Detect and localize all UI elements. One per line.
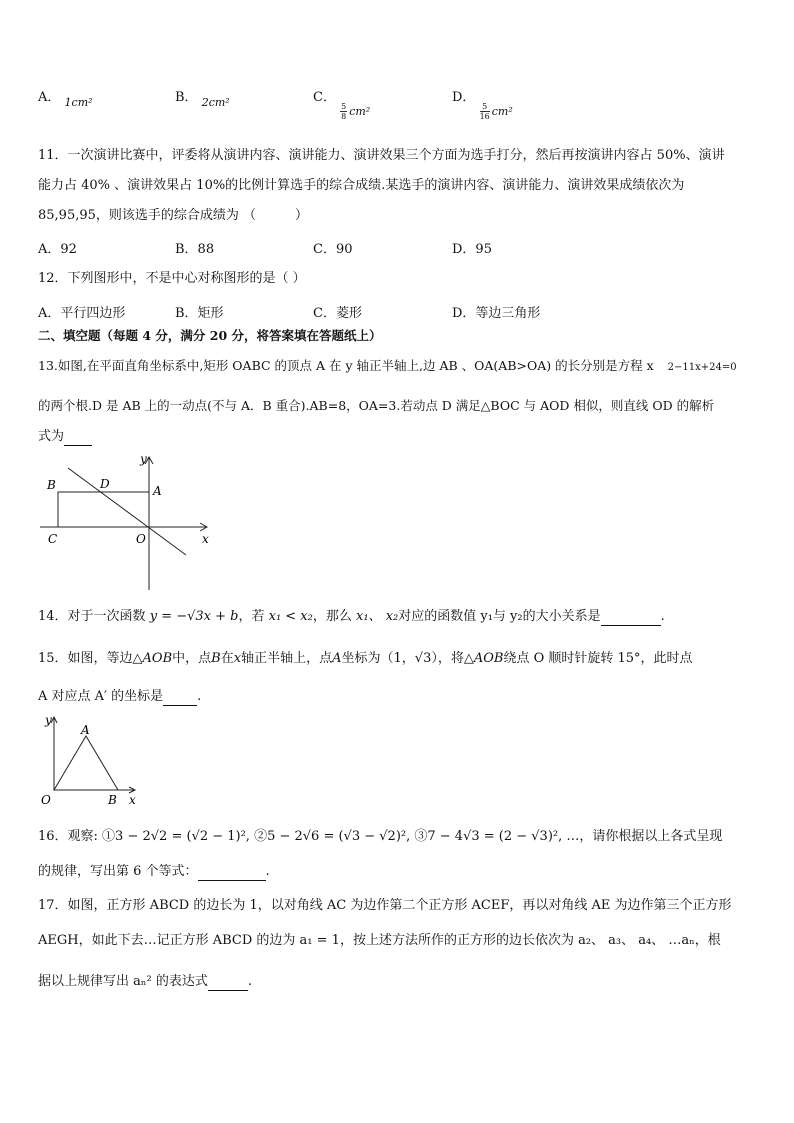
q10-option-a (38, 86, 93, 109)
q12-option-c: C．菱形 (313, 306, 362, 321)
answer-blank (163, 693, 197, 706)
answer-blank (64, 433, 92, 446)
label-a: A (153, 484, 162, 498)
label-o: O (41, 793, 51, 807)
q14-text: ，若 (238, 609, 265, 624)
q17-line-1: 17．如图，正方形 ABCD 的边长为 1，以对角线 AC 为边作第二个正方形 ACEF，再以对角线 AE 为边作第三个正方形 (38, 898, 732, 913)
q15-sqrt: √3 (414, 651, 432, 666)
q13-equation-tail: 2−11x+24=0 (667, 362, 737, 373)
q12-option-b: B．矩形 (175, 306, 224, 321)
q16-line-2: 的规律，写出第 6 个等式： . (38, 864, 270, 879)
q13-figure (40, 450, 220, 595)
option-unit: cm² (491, 105, 513, 118)
label-b: B (47, 478, 56, 492)
q15-text: 15．如图，等边△ (38, 651, 143, 666)
q11-option-c: C．90 (313, 242, 353, 257)
q11-line-2: 能力占 40% 、演讲效果占 10%的比例计算选手的综合成绩.某选手的演讲内容、演讲能力、演讲效果成绩依次为 (38, 178, 685, 193)
fraction-numerator: 5 (341, 102, 347, 111)
answer-blank (601, 613, 661, 626)
q15-line-2: A 对应点 A′ 的坐标是 . (38, 689, 202, 704)
q12-stem: 12．下列图形中，不是中心对称图形的是（ ） (38, 271, 306, 286)
q14-text: 14．对于一次函数 (38, 609, 146, 624)
q11-option-b: B．88 (175, 242, 215, 257)
q14-text: 对应的函数值 y₁与 y₂的大小关系是 (398, 609, 601, 624)
fraction-denominator: 8 (341, 112, 347, 121)
q13-text: 13.如图,在平面直角坐标系中,矩形 OABC 的顶点 A 在 y 轴正半轴上,边 AB 、OA(AB>OA) 的长分别是方程 x (38, 358, 654, 373)
option-label: C． (313, 90, 336, 105)
q15-text: 在 (220, 651, 234, 666)
label-x: x (202, 532, 209, 546)
q15-text: 坐标为（1， (341, 651, 415, 666)
q13-line-3 (38, 428, 92, 446)
label-b: B (108, 793, 117, 807)
q15-text: ），将△ (431, 651, 474, 666)
answer-blank (198, 868, 266, 881)
label-o: O (136, 532, 146, 546)
q14-vars: x₁、 x₂ (356, 609, 399, 624)
option-unit: cm² (349, 105, 371, 118)
q15-var: A (332, 651, 342, 666)
q11-option-d: D．95 (452, 242, 492, 257)
q15-text: 中，点 (172, 651, 212, 666)
q15-var: B (211, 651, 221, 666)
q13-line-2: 的两个根.D 是 AB 上的一动点(不与 A．B 重合).AB=8，OA=3.若动点 D 满足△BOC 与 AOD 相似，则直线 OD 的解析 (38, 398, 715, 413)
q12-option-a: A．平行四边形 (38, 306, 126, 321)
q17-line-2: AEGH，如此下去…记正方形 ABCD 的边为 a₁ = 1，按上述方法所作的正方形的边长依次为 a₂、 a₃、 a₄、 …aₙ，根 (38, 933, 721, 948)
q12-option-d: D．等边三角形 (452, 306, 541, 321)
label-y: y (45, 713, 52, 727)
q11-option-a: A．92 (38, 242, 77, 257)
q15-var: AOB (142, 651, 173, 666)
fraction (480, 102, 490, 121)
q10-option-d (452, 86, 513, 121)
q15-figure (36, 712, 146, 807)
q10-option-c (313, 86, 371, 121)
label-y: y (140, 452, 147, 466)
q14-condition: x₁ < x₂ (268, 609, 313, 624)
q15-var: AOB (473, 651, 504, 666)
q14-function: y = −√3x + b (149, 609, 239, 624)
label-d: D (100, 477, 110, 491)
label-c: C (48, 532, 58, 546)
q15-line-1 (38, 650, 693, 668)
q13-line-1 (38, 357, 737, 377)
q16-text: 的规律，写出第 6 个等式： (38, 864, 198, 879)
option-label: A． (38, 90, 61, 105)
q14-line: 14．对于一次函数 y = −√3x + b，若 x₁ < x₂，那么 x₁、 x₂对应的函数值 y₁与 y₂的大小关系是 . (38, 609, 665, 624)
q15-text: A 对应点 A′ 的坐标是 (38, 689, 164, 704)
option-value: 1cm² (64, 96, 93, 109)
label-a: A (81, 723, 90, 737)
q11-line-1: 11．一次演讲比赛中，评委将从演讲内容、演讲能力、演讲效果三个方面为选手打分，然后再按演讲内容占 50%、演讲 (38, 148, 725, 163)
q15-text: 绕点 O 顺时针旋转 15°，此时点 (503, 651, 693, 666)
q17-text: 据以上规律写出 aₙ² 的表达式 (38, 974, 208, 989)
fraction-denominator: 16 (479, 112, 490, 121)
q16-line-1: 16．观察: ①3 − 2√2 = (√2 − 1)², ②5 − 2√6 = (√3 − √2)², ③7 − 4√3 = (2 − √3)², …，请你根据以上各式呈现 (38, 829, 723, 844)
fraction (340, 102, 347, 121)
option-label: D． (452, 90, 476, 105)
answer-blank (208, 978, 248, 991)
fraction-numerator: 5 (480, 102, 490, 112)
q11-line-3: 85,95,95，则该选手的综合成绩为 （ ） (38, 208, 309, 223)
q14-text: ，那么 (312, 609, 352, 624)
q10-option-b (175, 86, 230, 109)
option-label: B． (175, 90, 198, 105)
section-heading: 二、填空题（每题 4 分，满分 20 分，将答案填在答题纸上） (38, 328, 382, 343)
q15-text: 轴正半轴上，点 (241, 651, 333, 666)
q13-answer-prefix: 式为 (38, 429, 65, 444)
option-value: 2cm² (201, 96, 230, 109)
q17-line-3: 据以上规律写出 aₙ² 的表达式 . (38, 974, 252, 989)
label-x: x (129, 793, 136, 807)
q15-var: x (233, 651, 242, 666)
